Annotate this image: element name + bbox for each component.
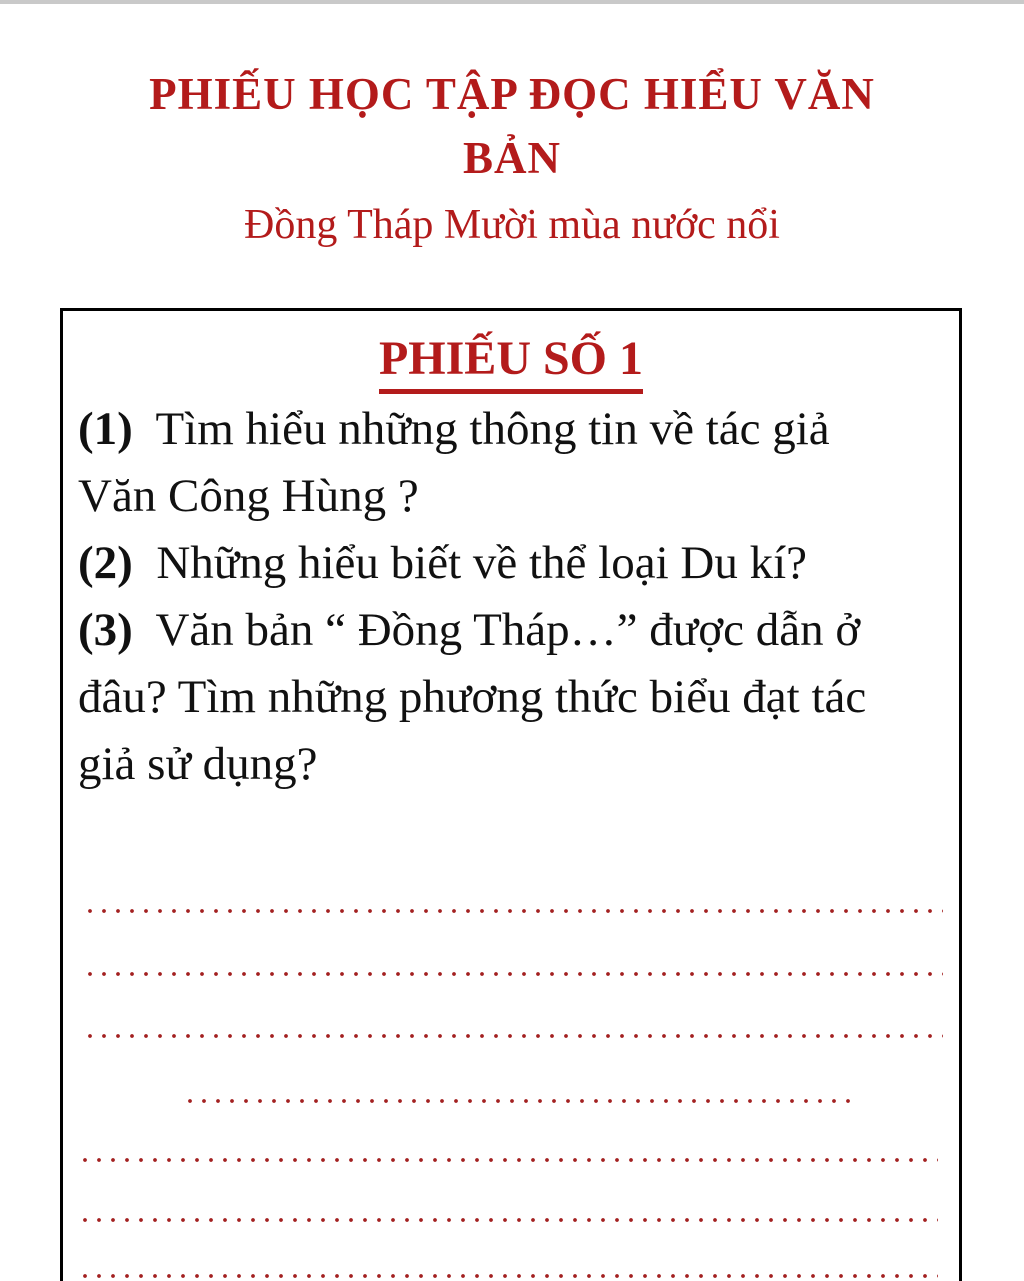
question-item (78, 597, 908, 798)
answer-line-dotted[interactable] (78, 1157, 938, 1163)
question-text: Tìm hiểu những thông tin về tác giả Văn Công Hùng ? (78, 403, 830, 522)
document-header (0, 62, 1024, 254)
question-text: Những hiểu biết về thể loại Du kí? (156, 537, 807, 589)
answer-line-dotted[interactable] (78, 1217, 938, 1223)
worksheet-box (60, 308, 962, 1281)
answer-line-dotted[interactable] (83, 971, 943, 977)
answer-line-dotted[interactable] (83, 1033, 943, 1039)
question-number: (2) (78, 537, 133, 589)
question-list (78, 396, 908, 798)
question-number: (1) (78, 403, 133, 455)
answer-line-dotted[interactable] (78, 1273, 938, 1279)
question-number: (3) (78, 604, 133, 656)
worksheet-title-wrap (63, 329, 959, 394)
answer-line-dotted[interactable] (183, 1098, 853, 1104)
top-divider (0, 0, 1024, 4)
question-item (78, 530, 908, 597)
answer-line-dotted[interactable] (83, 908, 943, 914)
document-title: PHIẾU HỌC TẬP ĐỌC HIỂU VĂN BẢN (149, 69, 875, 183)
document-subtitle: Đồng Tháp Mười mùa nước nổi (244, 202, 780, 248)
question-text: Văn bản “ Đồng Tháp…” được dẫn ở đâu? Tìm những phương thức biểu đạt tác giả sử dụng? (78, 604, 867, 790)
question-item (78, 396, 908, 530)
worksheet-title: PHIẾU SỐ 1 (379, 329, 643, 394)
